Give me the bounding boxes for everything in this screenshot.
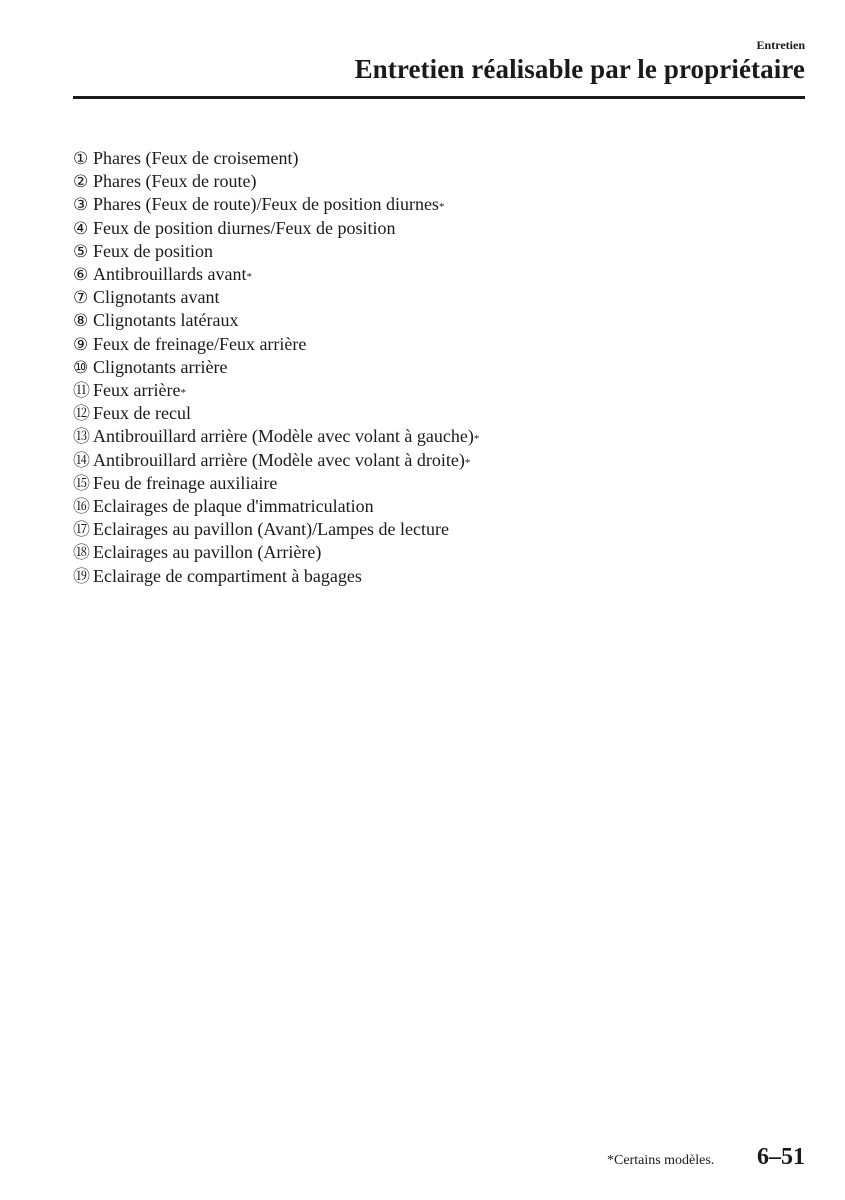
item-number: ⑤	[73, 241, 89, 261]
page-title: Entretien réalisable par le propriétaire	[354, 54, 805, 84]
item-number: ⑪	[73, 381, 90, 401]
list-item	[73, 147, 479, 170]
list-item	[73, 217, 479, 240]
item-number: ⑥	[73, 265, 89, 285]
item-text: Antibrouillard arrière (Modèle avec volant à droite)	[93, 449, 465, 470]
list-item	[73, 170, 479, 193]
lamp-list	[73, 147, 479, 588]
item-text: Clignotants avant	[93, 287, 220, 308]
section-label: Entretien	[756, 38, 805, 52]
item-number: ⑫	[73, 404, 90, 424]
item-text: Eclairage de compartiment à bagages	[93, 565, 362, 586]
header-divider	[73, 96, 805, 99]
item-text: Eclairages de plaque d'immatriculation	[93, 496, 374, 517]
item-text: Phares (Feux de route)/Feux de position diurnes	[93, 194, 439, 215]
item-number: ⑰	[73, 520, 90, 540]
item-text: Phares (Feux de route)	[93, 171, 257, 192]
item-number: ⑬	[73, 427, 90, 447]
footnote: *Certains modèles.	[607, 1153, 715, 1168]
item-number: ⑩	[73, 357, 89, 377]
item-text: Feux de position diurnes/Feux de position	[93, 217, 396, 238]
item-number: ⑱	[73, 543, 90, 563]
item-text: Antibrouillards avant	[93, 264, 247, 285]
list-item: ⑭ Antibrouillard arrière (Modèle avec volant à droite) *	[73, 449, 479, 472]
list-item	[73, 518, 479, 541]
list-item	[73, 286, 479, 309]
list-item	[73, 565, 479, 588]
item-text: Clignotants latéraux	[93, 310, 239, 331]
item-number: ⑦	[73, 288, 89, 308]
item-text: Feux de position	[93, 240, 213, 261]
list-item	[73, 309, 479, 332]
item-number: ⑧	[73, 311, 89, 331]
page-number: 6–51	[757, 1144, 805, 1170]
list-item	[73, 333, 479, 356]
item-text: Eclairages au pavillon (Arrière)	[93, 542, 322, 563]
list-item: ⑬ Antibrouillard arrière (Modèle avec volant à gauche) *	[73, 425, 479, 448]
list-item	[73, 541, 479, 564]
item-number: ①	[73, 149, 89, 168]
list-item: ③ Phares (Feux de route)/Feux de position diurnes *	[73, 193, 479, 216]
item-text: Feu de freinage auxiliaire	[93, 472, 278, 493]
list-item	[73, 240, 479, 263]
item-number: ③	[73, 195, 89, 215]
item-number: ⑨	[73, 334, 89, 354]
item-number: ⑯	[73, 497, 90, 517]
item-text: Antibrouillard arrière (Modèle avec volant à gauche)	[93, 426, 474, 447]
item-number: ②	[73, 172, 89, 192]
item-text: Eclairages au pavillon (Avant)/Lampes de lecture	[93, 519, 450, 540]
item-number: ④	[73, 218, 89, 238]
item-text: Clignotants arrière	[93, 356, 228, 377]
item-text: Feux arrière	[93, 380, 181, 401]
list-item: ⑥ Antibrouillards avant *	[73, 263, 479, 286]
list-item	[73, 402, 479, 425]
list-item	[73, 472, 479, 495]
list-item	[73, 495, 479, 518]
item-text: Phares (Feux de croisement)	[93, 148, 299, 168]
item-number: ⑮	[73, 473, 90, 493]
item-text: Feux de recul	[93, 403, 191, 424]
list-item: ⑪ Feux arrière *	[73, 379, 479, 402]
list-item	[73, 356, 479, 379]
item-number: ⑭	[73, 450, 90, 470]
item-number: ⑲	[73, 566, 90, 586]
item-text: Feux de freinage/Feux arrière	[93, 333, 307, 354]
